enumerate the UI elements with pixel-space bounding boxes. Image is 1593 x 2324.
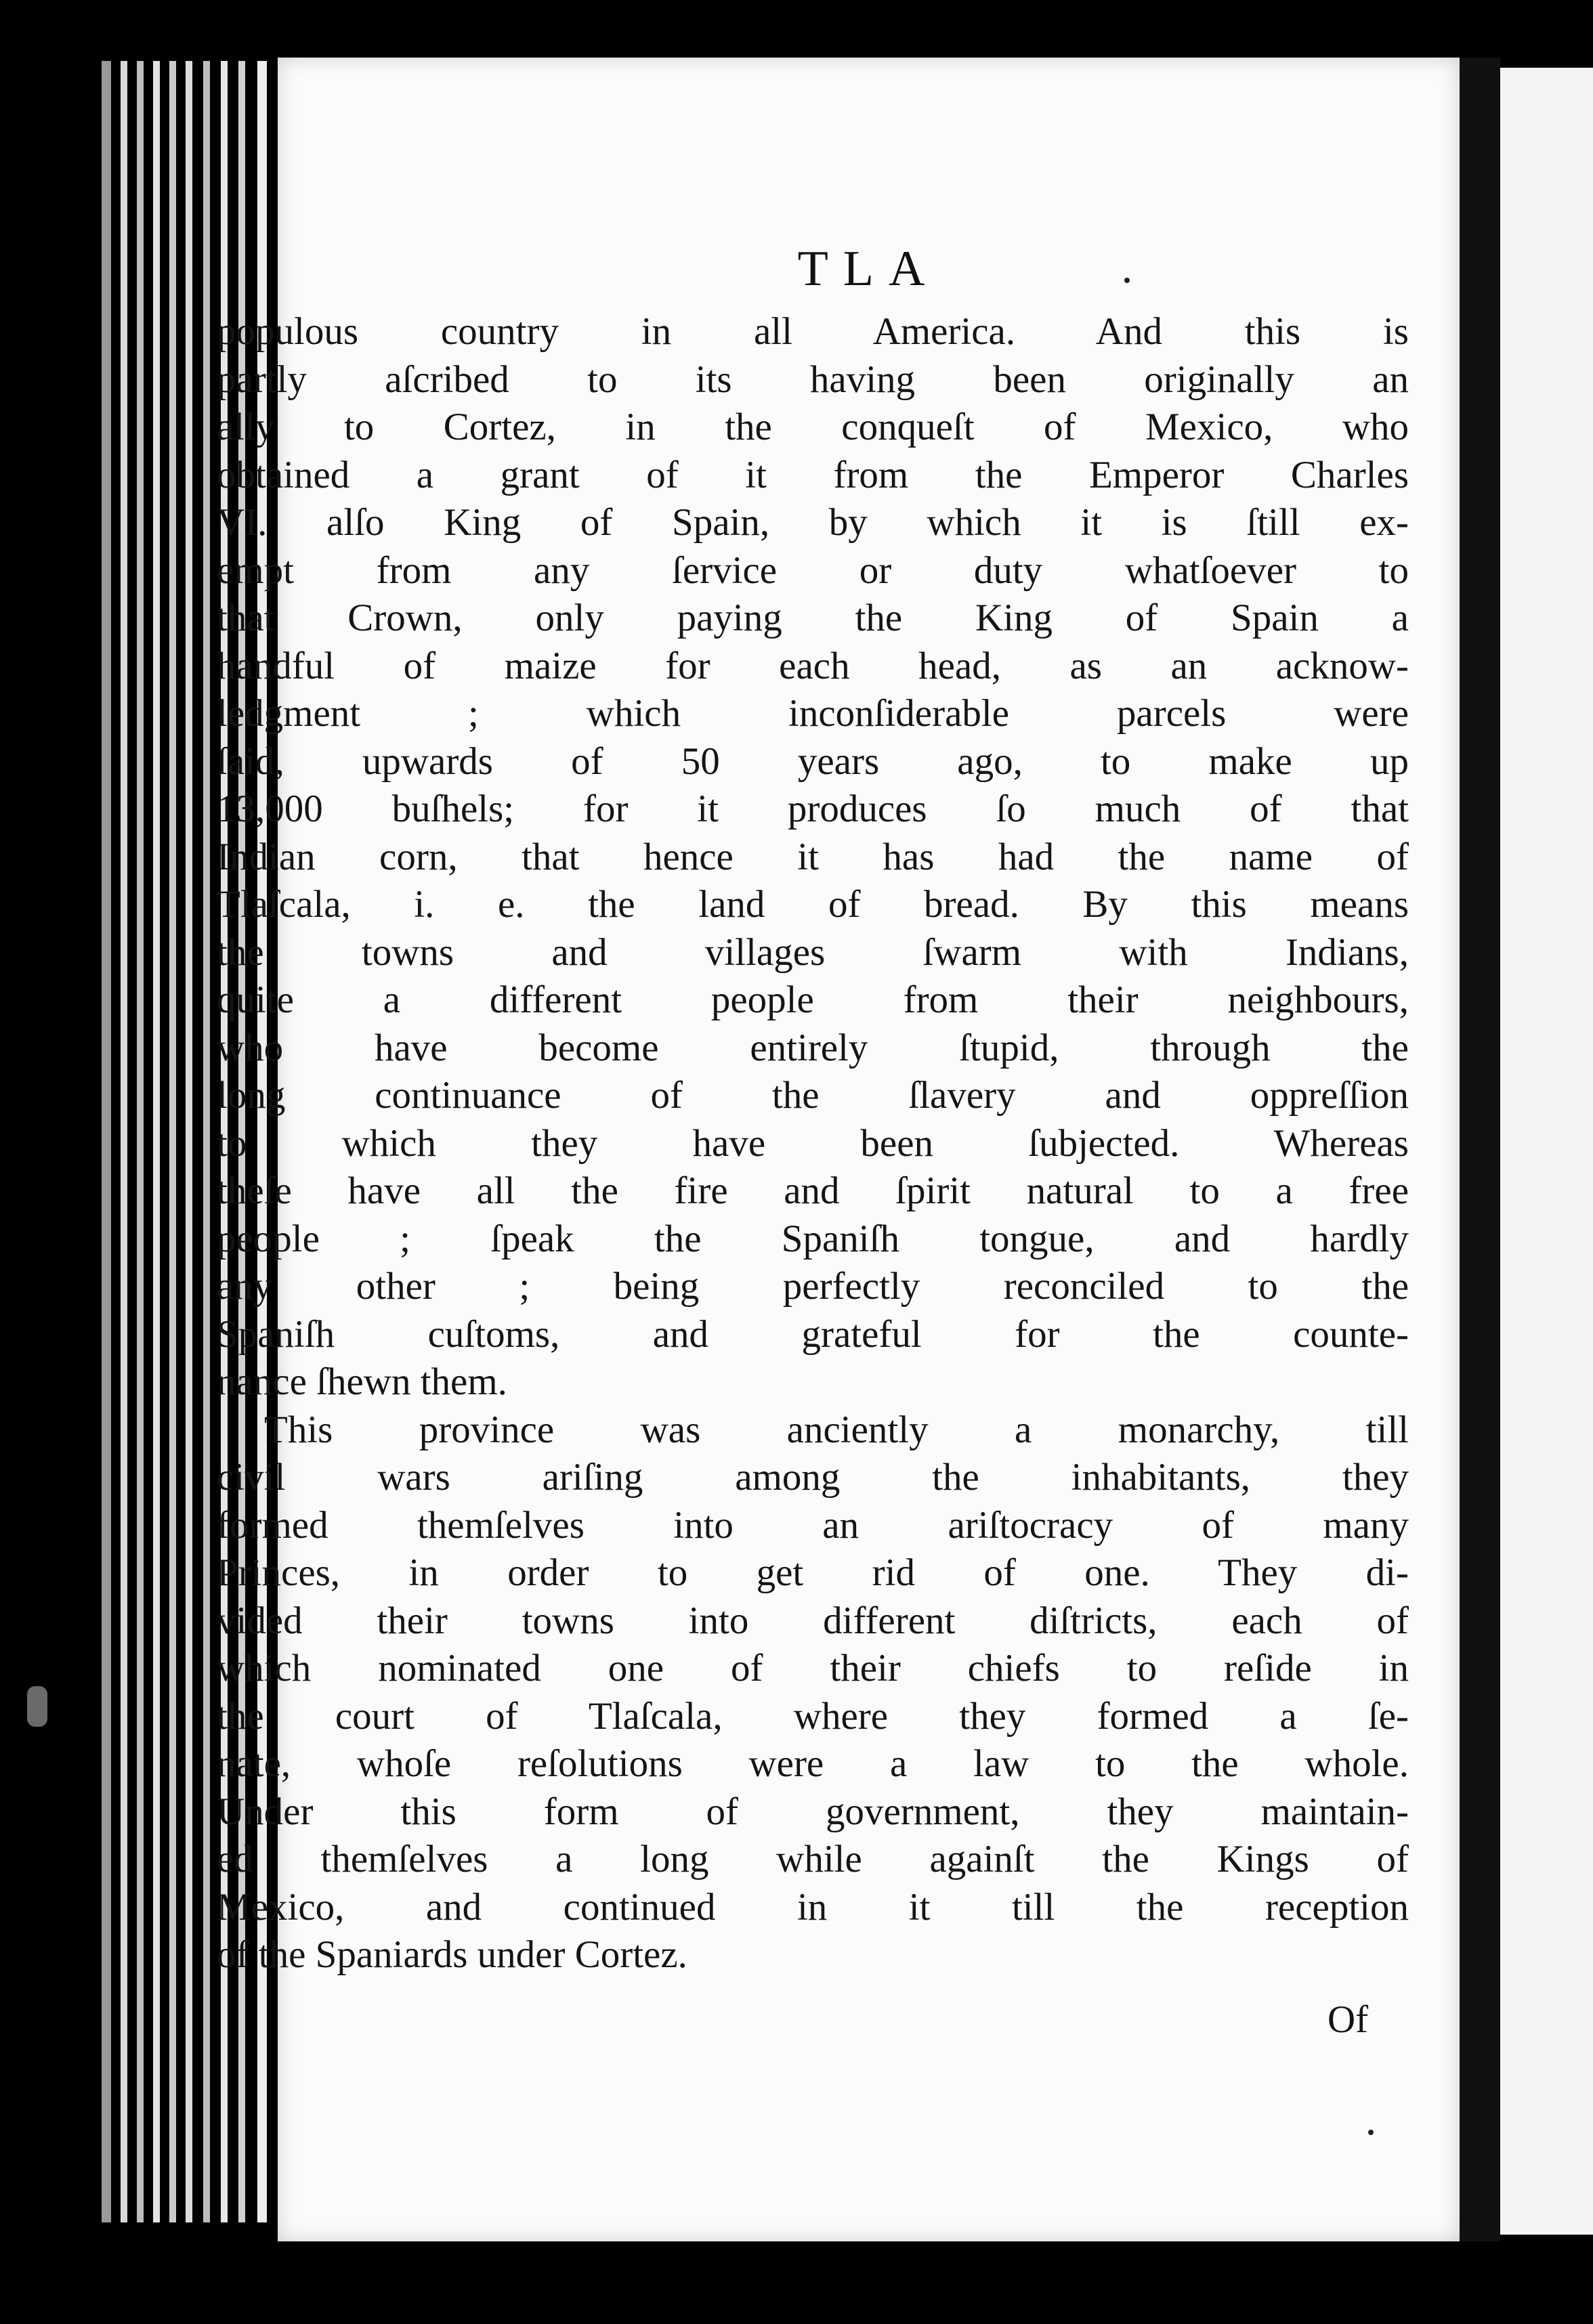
text-line: Under this form of government, they maintain-	[217, 1790, 1409, 1833]
text-line: to which they have been ſubjected. Whereas	[217, 1121, 1409, 1165]
page-edge	[137, 61, 144, 2222]
text-line: Tlaſcala, i. e. the land of bread. By this means	[217, 883, 1409, 926]
ink-speck	[1124, 278, 1130, 283]
text-line: ſaid, upwards of 50 years ago, to make up	[217, 739, 1409, 783]
text-line: any other ; being perfectly reconciled to the	[217, 1265, 1409, 1308]
text-line: ally to Cortez, in the conqueſt of Mexico, who	[217, 406, 1409, 448]
text-line: Spaniſh cuſtoms, and grateful for the counte-	[217, 1312, 1409, 1356]
text-line: partly aſcribed to its having been originally an	[217, 358, 1409, 401]
text-line: Indian corn, that hence it has had the name of	[217, 835, 1409, 878]
catchword: Of	[1328, 1998, 1369, 2041]
text-line: theſe have all the fire and ſpirit natural to a free	[217, 1169, 1409, 1212]
running-head: TLA	[797, 241, 940, 297]
text-line: long continuance of the ſlavery and oppreſſion	[217, 1074, 1409, 1117]
text-line: VI. alſo King of Spain, by which it is ſtill ex-	[217, 501, 1409, 544]
text-line: ed themſelves a long while againſt the Kings of	[217, 1838, 1409, 1880]
text-line: quite a different people from their neighbours,	[217, 978, 1409, 1021]
text-line: obtained a grant of it from the Emperor Charles	[217, 453, 1409, 496]
paragraph-1	[217, 308, 1409, 1406]
text-line: people ; ſpeak the Spaniſh tongue, and hardly	[217, 1217, 1409, 1260]
text-line: the towns and villages ſwarm with Indians,	[217, 930, 1409, 974]
text-line: handful of maize for each head, as an acknow-	[217, 644, 1409, 687]
text-line: that Crown, only paying the King of Spain a	[217, 597, 1409, 639]
ink-speck	[1368, 2130, 1374, 2135]
paragraph-2	[217, 1406, 1409, 1979]
text-line: ledgment ; which inconſiderable parcels were	[217, 692, 1409, 735]
gutter-shadow	[1460, 58, 1500, 2241]
page-edge	[102, 61, 111, 2222]
text-line: which nominated one of their chiefs to reſide in	[217, 1647, 1409, 1690]
facing-page-edge	[1500, 68, 1593, 2235]
text-line: Princes, in order to get rid of one. They di-	[217, 1551, 1409, 1594]
page-edge	[186, 61, 192, 2222]
page-edge	[169, 61, 176, 2222]
text-line: Mexico, and continued in it till the reception	[217, 1885, 1409, 1929]
text-line: nate, whoſe reſolutions were a law to the whole.	[217, 1742, 1409, 1785]
text-line: the court of Tlaſcala, where they formed a ſe-	[217, 1694, 1409, 1738]
text-line: who have become entirely ſtupid, through the	[217, 1026, 1409, 1069]
text-line: vided their towns into different diſtricts, each of	[217, 1599, 1409, 1642]
page-edge	[203, 61, 210, 2222]
text-line: civil wars ariſing among the inhabitants, they	[217, 1456, 1409, 1499]
text-line: 13,000 buſhels; for it produces ſo much of that	[217, 788, 1409, 830]
text-line: empt from any ſervice or duty whatſoever to	[217, 548, 1409, 592]
text-line: formed themſelves into an ariſtocracy of many	[217, 1503, 1409, 1547]
text-line: populous country in all America. And this is	[217, 310, 1409, 353]
body-text	[217, 308, 1409, 1979]
text-line: of the Spaniards under Cortez.	[217, 1933, 687, 1976]
text-line: This province was anciently a monarchy, till	[264, 1408, 1409, 1451]
text-line: nance ſhewn them.	[217, 1360, 507, 1403]
page-edge	[121, 61, 127, 2222]
page-edge	[153, 61, 160, 2222]
binding-clasp-mark	[27, 1686, 47, 1727]
